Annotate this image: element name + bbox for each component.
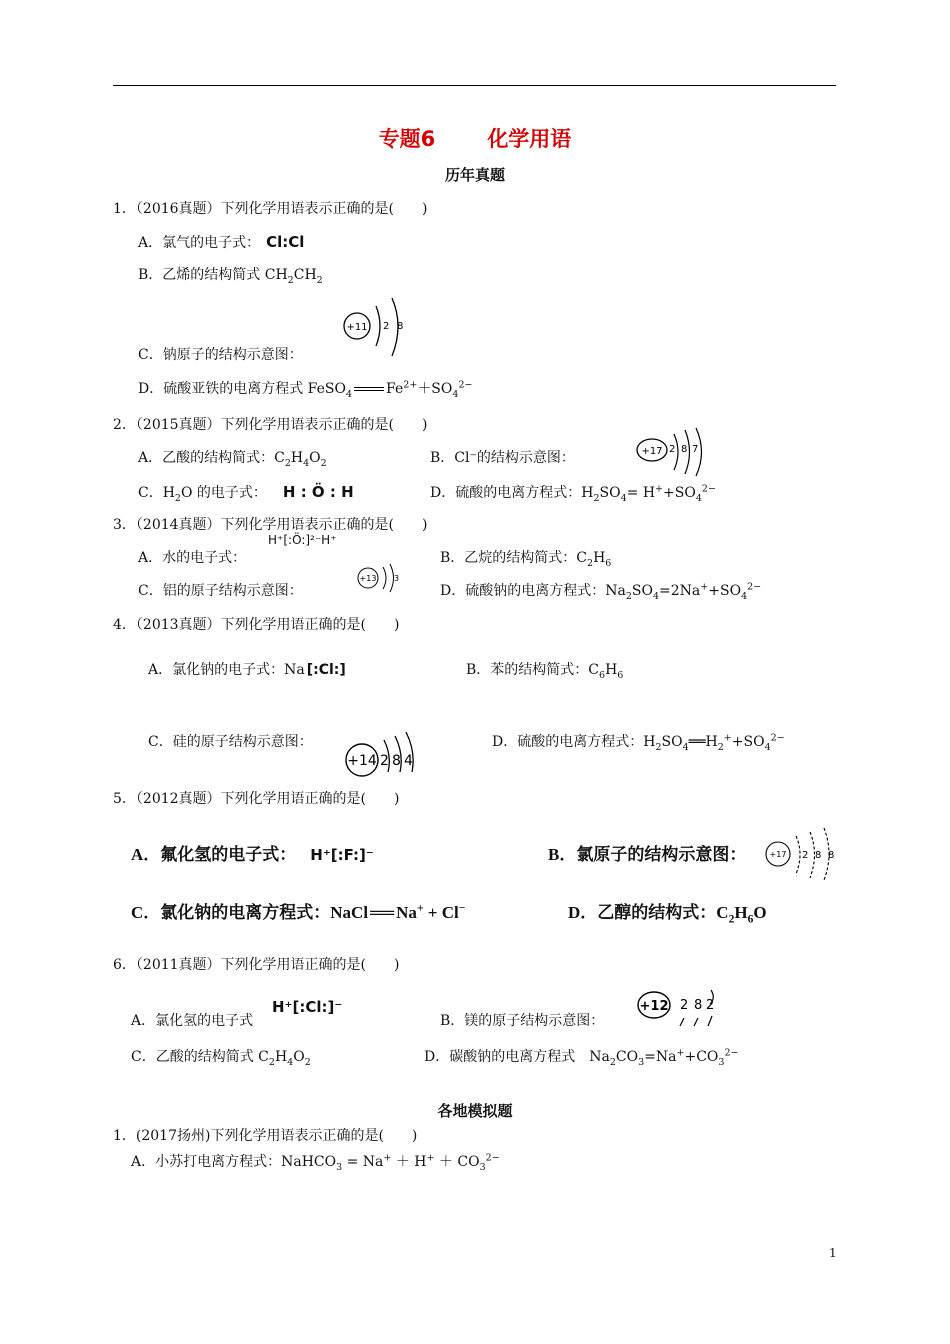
svg-text:8: 8 [681, 444, 688, 455]
title-topic: 专题6 [378, 127, 436, 151]
q5-a-formula: H⁺[:F:]⁻ [310, 846, 374, 864]
q6-option-b: B．镁的原子结构示意图： [440, 1013, 605, 1029]
mock-q1-option-a: A．小苏打电离方程式：NaHCO$_3$ = $Na^+ + H^+ + CO_3^{2-}$ [131, 1152, 500, 1173]
question-3-stem: 3．（2014真题）下列化学用语表示正确的是( ) [113, 517, 428, 533]
svg-text:3: 3 [394, 574, 400, 583]
q2-option-a: A．乙酸的结构简式：$C_2H_4O_2$ [138, 450, 327, 469]
svg-text:8: 8 [828, 850, 835, 861]
q1-option-b: B．乙烯的结构简式 $CH_2CH_2$ [138, 267, 323, 286]
question-5-stem: 5．（2012真题）下列化学用语正确的是( ) [113, 791, 400, 807]
q2-chloride-ion-diagram [636, 430, 716, 476]
svg-text:2: 2 [380, 753, 389, 769]
svg-text:+17: +17 [769, 850, 787, 859]
q6-a-formula: H⁺[:Cl:]⁻ [272, 998, 343, 1016]
q5-option-c: C．氯化钠的电离方程式：NaCl ══ Na+ + Cl− [131, 901, 466, 922]
svg-text:2: 2 [706, 998, 715, 1013]
q3-option-a: A．水的电子式： [138, 550, 247, 566]
q1-shell-2: 8 [397, 321, 404, 332]
q5-option-b: B．氯原子的结构示意图： [548, 845, 747, 864]
q6-option-c: C．乙酸的结构简式 $C_2H_4O_2$ [131, 1049, 311, 1068]
svg-text:+12: +12 [639, 999, 669, 1014]
q1-shell-1: 2 [383, 321, 390, 332]
question-1-stem: 1．（2016真题）下列化学用语表示正确的是( ) [113, 201, 428, 217]
q1-option-c: C．钠原子的结构示意图： [138, 347, 303, 363]
q6-magnesium-atom-diagram [636, 986, 722, 1028]
svg-text:2: 2 [669, 444, 676, 455]
q4-option-c: C．硅的原子结构示意图： [148, 734, 313, 750]
q1-option-a: A．氯气的电子式： Cl:Cl [138, 233, 305, 251]
q6-option-a: A．氯化氢的电子式 [131, 1013, 254, 1029]
q5-option-d: D．乙醇的结构式：$C_2H_6O$ [568, 903, 767, 926]
page-title [0, 123, 950, 153]
q6-option-d: D．碳酸钠的电离方程式 $Na_2CO_3=Na^++CO_3^{2-}$ [424, 1047, 739, 1068]
q1-a-formula: Cl:Cl [266, 233, 305, 251]
svg-text:2: 2 [802, 850, 809, 861]
header-rule [113, 85, 836, 86]
q1-sodium-atom-diagram [340, 294, 410, 358]
q4-silicon-atom-diagram [344, 730, 426, 778]
title-name: 化学用语 [487, 127, 572, 151]
svg-text:+14: +14 [347, 753, 377, 769]
q4-option-b: B．苯的结构简式：$C_6H_6$ [466, 662, 624, 681]
q3-option-c: C．铝的原子结构示意图： [138, 583, 303, 599]
page-number: 1 [829, 1246, 837, 1260]
q3-option-d: D．硫酸钠的电离方程式：$Na_2SO_4=2Na^++SO_4^{2-}$ [440, 581, 762, 602]
q5-option-a: A．氟化氢的电子式： H⁺[:F:]⁻ [131, 845, 374, 864]
q2-option-c: C．$H_2O$ 的电子式： H : Ö : H [138, 483, 354, 504]
q3-option-b: B．乙烷的结构简式：$C_2H_6$ [440, 550, 612, 569]
q1-option-d: D．硫酸亚铁的电离方程式 FeSO$_4$ $Fe^{2+}+SO_4^{2-}$ [138, 379, 473, 400]
q1-nucleus-label: +11 [346, 322, 368, 333]
q2-c-formula: H : Ö : H [282, 483, 354, 501]
section-past-exams: 历年真题 [444, 166, 505, 184]
q3-a-formula: H⁺[:Ö:]²⁻H⁺ [268, 533, 337, 547]
svg-text:8: 8 [815, 850, 822, 861]
mock-question-1-stem: 1．(2017扬州)下列化学用语表示正确的是( ) [113, 1128, 418, 1144]
q3-aluminum-atom-diagram [356, 563, 402, 593]
question-6-stem: 6．（2011真题）下列化学用语正确的是( ) [113, 957, 400, 973]
svg-text:7: 7 [692, 444, 699, 455]
svg-text:8: 8 [392, 753, 401, 769]
section-mock-exams: 各地模拟题 [437, 1102, 513, 1120]
q4-a-formula: [:Cl:] [306, 662, 346, 678]
question-4-stem: 4．（2013真题）下列化学用语正确的是( ) [113, 617, 400, 633]
q2-option-d: D．硫酸的电离方程式：$H_2SO_4= H^++SO_4^{2-}$ [430, 483, 716, 504]
svg-text:8: 8 [694, 998, 703, 1013]
svg-text:+13: +13 [359, 574, 377, 583]
q4-option-d: D．硫酸的电离方程式：$H_2SO_4══H_2^++SO_4^{2-}$ [492, 732, 785, 753]
svg-text:4: 4 [404, 753, 413, 769]
svg-text:+17: +17 [641, 446, 663, 457]
q4-option-a: A．氯化钠的电子式：Na [:Cl:] [148, 662, 346, 678]
q2-option-b: B．Cl⁻的结构示意图： [430, 450, 575, 466]
svg-text:2: 2 [680, 998, 689, 1013]
question-2-stem: 2．（2015真题）下列化学用语表示正确的是( ) [113, 417, 428, 433]
q5-chlorine-atom-diagram [762, 828, 838, 880]
